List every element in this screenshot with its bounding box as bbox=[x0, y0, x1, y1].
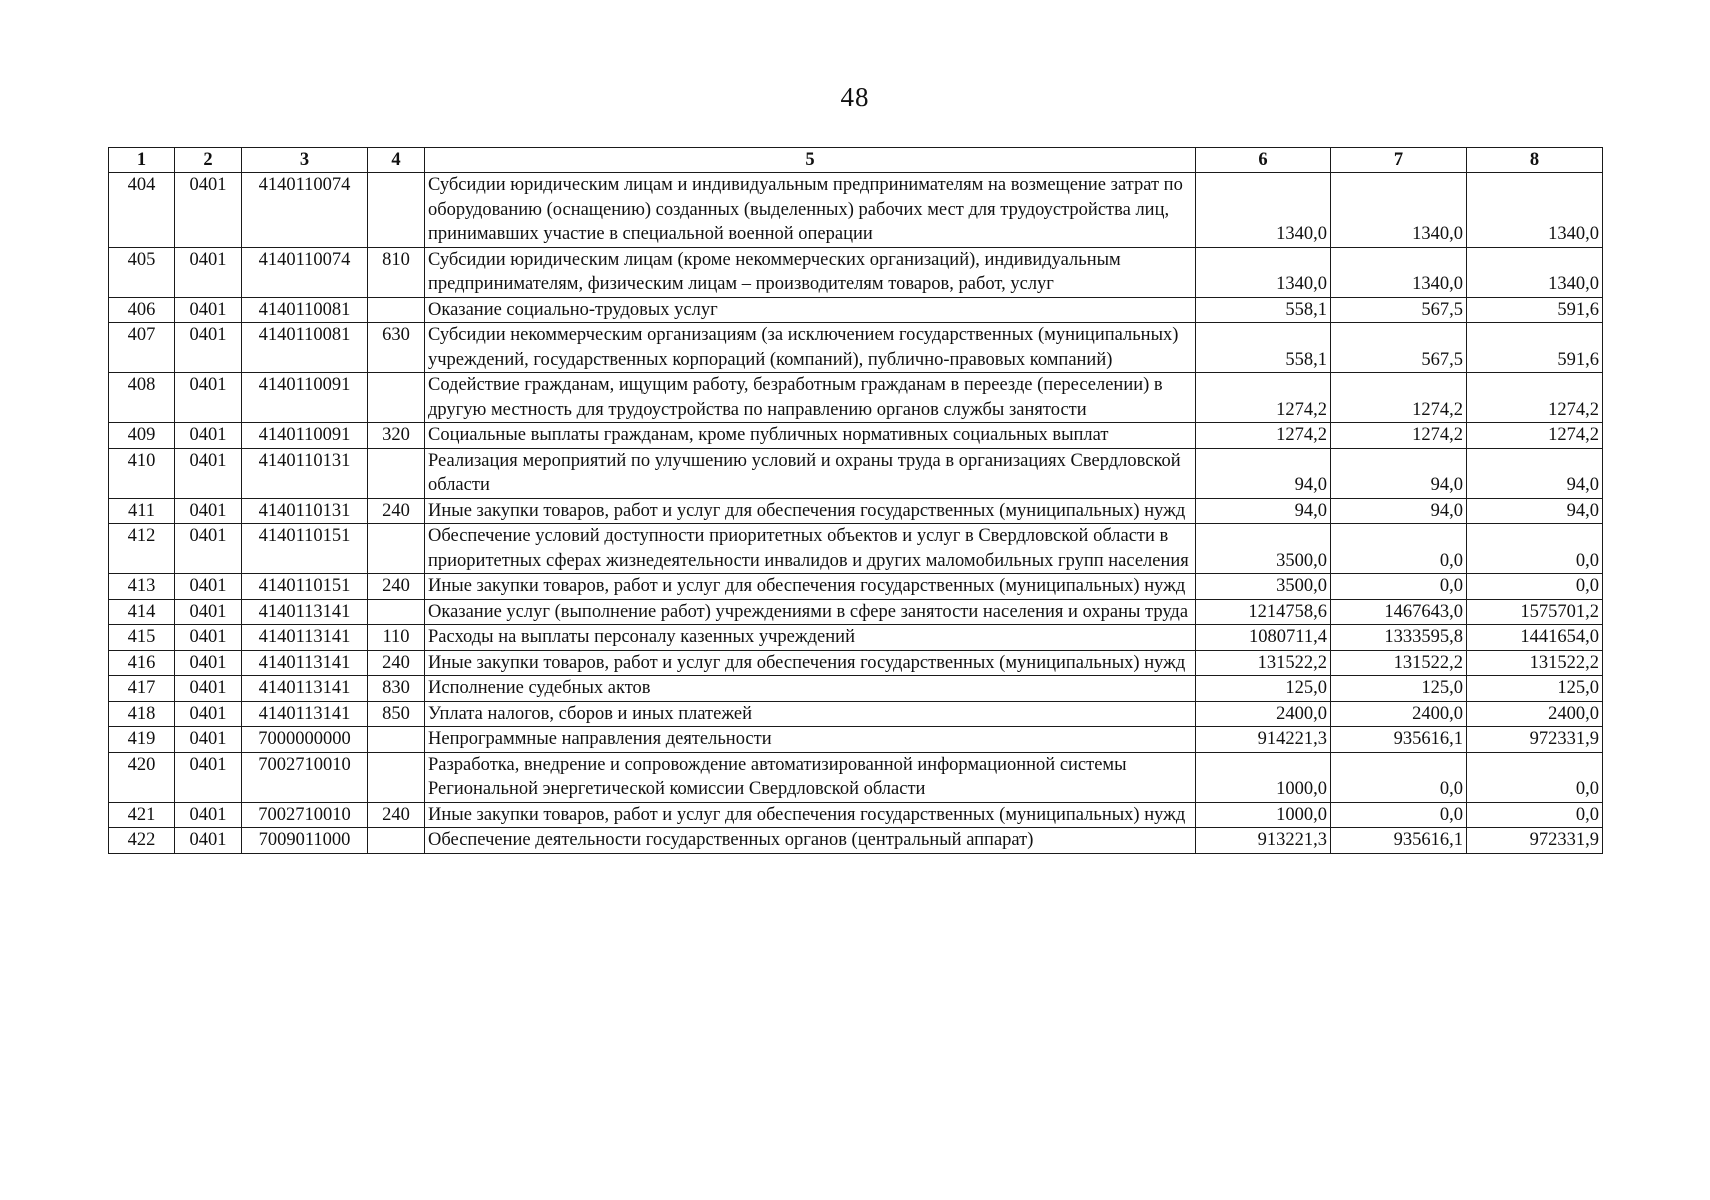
table-row bbox=[109, 297, 1603, 323]
amount-year3-cell: 131522,2 bbox=[1467, 650, 1603, 676]
row-number-cell: 408 bbox=[109, 373, 175, 423]
amount-year3-cell: 94,0 bbox=[1467, 498, 1603, 524]
section-code-cell: 0401 bbox=[175, 802, 242, 828]
expense-type-cell bbox=[368, 297, 425, 323]
expense-type-cell bbox=[368, 448, 425, 498]
column-header: 1 bbox=[109, 148, 175, 173]
section-code-cell: 0401 bbox=[175, 752, 242, 802]
target-article-cell: 4140110131 bbox=[242, 498, 368, 524]
amount-year1-cell: 913221,3 bbox=[1196, 828, 1331, 854]
target-article-cell: 4140110151 bbox=[242, 574, 368, 600]
table-row bbox=[109, 701, 1603, 727]
amount-year1-cell: 914221,3 bbox=[1196, 727, 1331, 753]
table-row bbox=[109, 676, 1603, 702]
table-row bbox=[109, 498, 1603, 524]
amount-year2-cell: 0,0 bbox=[1331, 574, 1467, 600]
section-code-cell: 0401 bbox=[175, 247, 242, 297]
amount-year1-cell: 94,0 bbox=[1196, 498, 1331, 524]
row-number-cell: 416 bbox=[109, 650, 175, 676]
section-code-cell: 0401 bbox=[175, 599, 242, 625]
expense-type-cell: 320 bbox=[368, 423, 425, 449]
amount-year3-cell: 125,0 bbox=[1467, 676, 1603, 702]
column-header: 5 bbox=[425, 148, 1196, 173]
section-code-cell: 0401 bbox=[175, 323, 242, 373]
amount-year1-cell: 131522,2 bbox=[1196, 650, 1331, 676]
amount-year1-cell: 1274,2 bbox=[1196, 373, 1331, 423]
table-row bbox=[109, 448, 1603, 498]
amount-year1-cell: 3500,0 bbox=[1196, 574, 1331, 600]
row-number-cell: 422 bbox=[109, 828, 175, 854]
amount-year3-cell: 972331,9 bbox=[1467, 828, 1603, 854]
table-row bbox=[109, 727, 1603, 753]
table-header-row bbox=[109, 148, 1603, 173]
item-name-cell: Иные закупки товаров, работ и услуг для обеспечения государственных (муниципальных) нужд bbox=[425, 498, 1196, 524]
expense-type-cell bbox=[368, 828, 425, 854]
amount-year3-cell: 972331,9 bbox=[1467, 727, 1603, 753]
amount-year1-cell: 558,1 bbox=[1196, 323, 1331, 373]
amount-year1-cell: 2400,0 bbox=[1196, 701, 1331, 727]
target-article-cell: 4140110081 bbox=[242, 297, 368, 323]
table-row bbox=[109, 574, 1603, 600]
item-name-cell: Обеспечение условий доступности приоритетных объектов и услуг в Свердловской области в приоритетных сферах жизнедеятельности инвалидов и других маломобильных групп населения bbox=[425, 524, 1196, 574]
row-number-cell: 410 bbox=[109, 448, 175, 498]
item-name-cell: Оказание услуг (выполнение работ) учреждениями в сфере занятости населения и охраны труда bbox=[425, 599, 1196, 625]
item-name-cell: Непрограммные направления деятельности bbox=[425, 727, 1196, 753]
target-article-cell: 7002710010 bbox=[242, 752, 368, 802]
row-number-cell: 412 bbox=[109, 524, 175, 574]
row-number-cell: 417 bbox=[109, 676, 175, 702]
page-number: 48 bbox=[840, 82, 870, 112]
amount-year2-cell: 1467643,0 bbox=[1331, 599, 1467, 625]
target-article-cell: 4140110074 bbox=[242, 247, 368, 297]
section-code-cell: 0401 bbox=[175, 498, 242, 524]
table-row bbox=[109, 625, 1603, 651]
expense-type-cell bbox=[368, 524, 425, 574]
section-code-cell: 0401 bbox=[175, 448, 242, 498]
section-code-cell: 0401 bbox=[175, 727, 242, 753]
amount-year3-cell: 1441654,0 bbox=[1467, 625, 1603, 651]
amount-year2-cell: 935616,1 bbox=[1331, 727, 1467, 753]
target-article-cell: 4140113141 bbox=[242, 625, 368, 651]
table-row bbox=[109, 828, 1603, 854]
section-code-cell: 0401 bbox=[175, 297, 242, 323]
item-name-cell: Социальные выплаты гражданам, кроме публичных нормативных социальных выплат bbox=[425, 423, 1196, 449]
column-header: 4 bbox=[368, 148, 425, 173]
amount-year2-cell: 2400,0 bbox=[1331, 701, 1467, 727]
section-code-cell: 0401 bbox=[175, 650, 242, 676]
amount-year3-cell: 591,6 bbox=[1467, 297, 1603, 323]
expense-type-cell: 830 bbox=[368, 676, 425, 702]
amount-year3-cell: 591,6 bbox=[1467, 323, 1603, 373]
column-header: 7 bbox=[1331, 148, 1467, 173]
row-number-cell: 405 bbox=[109, 247, 175, 297]
table-row bbox=[109, 752, 1603, 802]
expense-type-cell bbox=[368, 599, 425, 625]
item-name-cell: Иные закупки товаров, работ и услуг для обеспечения государственных (муниципальных) нужд bbox=[425, 574, 1196, 600]
expense-type-cell bbox=[368, 727, 425, 753]
table-row bbox=[109, 524, 1603, 574]
row-number-cell: 414 bbox=[109, 599, 175, 625]
target-article-cell: 4140113141 bbox=[242, 676, 368, 702]
section-code-cell: 0401 bbox=[175, 701, 242, 727]
table-row bbox=[109, 323, 1603, 373]
item-name-cell: Оказание социально-трудовых услуг bbox=[425, 297, 1196, 323]
amount-year1-cell: 3500,0 bbox=[1196, 524, 1331, 574]
column-header: 2 bbox=[175, 148, 242, 173]
target-article-cell: 4140110091 bbox=[242, 373, 368, 423]
section-code-cell: 0401 bbox=[175, 828, 242, 854]
item-name-cell: Исполнение судебных актов bbox=[425, 676, 1196, 702]
row-number-cell: 409 bbox=[109, 423, 175, 449]
expense-type-cell: 850 bbox=[368, 701, 425, 727]
expense-type-cell: 630 bbox=[368, 323, 425, 373]
amount-year2-cell: 1274,2 bbox=[1331, 423, 1467, 449]
target-article-cell: 7009011000 bbox=[242, 828, 368, 854]
item-name-cell: Реализация мероприятий по улучшению условий и охраны труда в организациях Свердловской области bbox=[425, 448, 1196, 498]
amount-year2-cell: 125,0 bbox=[1331, 676, 1467, 702]
amount-year2-cell: 0,0 bbox=[1331, 752, 1467, 802]
item-name-cell: Расходы на выплаты персоналу казенных учреждений bbox=[425, 625, 1196, 651]
table-row bbox=[109, 599, 1603, 625]
table-row bbox=[109, 650, 1603, 676]
item-name-cell: Разработка, внедрение и сопровождение автоматизированной информационной системы Региональной энергетической комиссии Свердловской области bbox=[425, 752, 1196, 802]
target-article-cell: 4140113141 bbox=[242, 701, 368, 727]
row-number-cell: 418 bbox=[109, 701, 175, 727]
amount-year3-cell: 1575701,2 bbox=[1467, 599, 1603, 625]
amount-year1-cell: 94,0 bbox=[1196, 448, 1331, 498]
amount-year3-cell: 0,0 bbox=[1467, 752, 1603, 802]
amount-year1-cell: 1000,0 bbox=[1196, 802, 1331, 828]
target-article-cell: 4140110081 bbox=[242, 323, 368, 373]
amount-year1-cell: 1274,2 bbox=[1196, 423, 1331, 449]
table-row bbox=[109, 173, 1603, 248]
amount-year1-cell: 1340,0 bbox=[1196, 247, 1331, 297]
amount-year3-cell: 94,0 bbox=[1467, 448, 1603, 498]
item-name-cell: Иные закупки товаров, работ и услуг для обеспечения государственных (муниципальных) нужд bbox=[425, 802, 1196, 828]
amount-year1-cell: 125,0 bbox=[1196, 676, 1331, 702]
expense-type-cell: 240 bbox=[368, 498, 425, 524]
section-code-cell: 0401 bbox=[175, 373, 242, 423]
amount-year2-cell: 567,5 bbox=[1331, 297, 1467, 323]
amount-year3-cell: 1274,2 bbox=[1467, 423, 1603, 449]
amount-year1-cell: 1080711,4 bbox=[1196, 625, 1331, 651]
amount-year3-cell: 0,0 bbox=[1467, 574, 1603, 600]
section-code-cell: 0401 bbox=[175, 625, 242, 651]
expense-type-cell bbox=[368, 752, 425, 802]
target-article-cell: 4140113141 bbox=[242, 599, 368, 625]
amount-year2-cell: 94,0 bbox=[1331, 448, 1467, 498]
amount-year1-cell: 1000,0 bbox=[1196, 752, 1331, 802]
amount-year3-cell: 2400,0 bbox=[1467, 701, 1603, 727]
amount-year1-cell: 558,1 bbox=[1196, 297, 1331, 323]
amount-year2-cell: 0,0 bbox=[1331, 524, 1467, 574]
amount-year2-cell: 0,0 bbox=[1331, 802, 1467, 828]
section-code-cell: 0401 bbox=[175, 524, 242, 574]
column-header: 8 bbox=[1467, 148, 1603, 173]
amount-year2-cell: 1340,0 bbox=[1331, 247, 1467, 297]
row-number-cell: 406 bbox=[109, 297, 175, 323]
column-header: 6 bbox=[1196, 148, 1331, 173]
amount-year2-cell: 131522,2 bbox=[1331, 650, 1467, 676]
amount-year3-cell: 1274,2 bbox=[1467, 373, 1603, 423]
item-name-cell: Содействие гражданам, ищущим работу, безработным гражданам в переезде (переселении) в другую местность для трудоустройства по направлению органов службы занятости bbox=[425, 373, 1196, 423]
row-number-cell: 420 bbox=[109, 752, 175, 802]
amount-year2-cell: 1333595,8 bbox=[1331, 625, 1467, 651]
item-name-cell: Субсидии юридическим лицам и индивидуальным предпринимателям на возмещение затрат по оборудованию (оснащению) созданных (выделенных) рабочих мест для трудоустройства лиц, принимавших участие в специальной военной операции bbox=[425, 173, 1196, 248]
target-article-cell: 4140110131 bbox=[242, 448, 368, 498]
table-row bbox=[109, 373, 1603, 423]
row-number-cell: 415 bbox=[109, 625, 175, 651]
row-number-cell: 413 bbox=[109, 574, 175, 600]
section-code-cell: 0401 bbox=[175, 173, 242, 248]
section-code-cell: 0401 bbox=[175, 574, 242, 600]
expense-type-cell: 240 bbox=[368, 802, 425, 828]
expense-type-cell bbox=[368, 173, 425, 248]
table-body bbox=[109, 173, 1603, 854]
row-number-cell: 421 bbox=[109, 802, 175, 828]
target-article-cell: 4140110091 bbox=[242, 423, 368, 449]
amount-year1-cell: 1214758,6 bbox=[1196, 599, 1331, 625]
section-code-cell: 0401 bbox=[175, 423, 242, 449]
expense-type-cell: 110 bbox=[368, 625, 425, 651]
target-article-cell: 4140110151 bbox=[242, 524, 368, 574]
row-number-cell: 407 bbox=[109, 323, 175, 373]
expense-type-cell: 240 bbox=[368, 574, 425, 600]
amount-year2-cell: 1340,0 bbox=[1331, 173, 1467, 248]
amount-year1-cell: 1340,0 bbox=[1196, 173, 1331, 248]
target-article-cell: 4140110074 bbox=[242, 173, 368, 248]
row-number-cell: 404 bbox=[109, 173, 175, 248]
amount-year2-cell: 1274,2 bbox=[1331, 373, 1467, 423]
row-number-cell: 419 bbox=[109, 727, 175, 753]
expense-type-cell: 240 bbox=[368, 650, 425, 676]
expense-type-cell: 810 bbox=[368, 247, 425, 297]
row-number-cell: 411 bbox=[109, 498, 175, 524]
item-name-cell: Уплата налогов, сборов и иных платежей bbox=[425, 701, 1196, 727]
table-row bbox=[109, 247, 1603, 297]
amount-year3-cell: 0,0 bbox=[1467, 524, 1603, 574]
target-article-cell: 7000000000 bbox=[242, 727, 368, 753]
table-row bbox=[109, 802, 1603, 828]
section-code-cell: 0401 bbox=[175, 676, 242, 702]
budget-table bbox=[108, 147, 1603, 854]
amount-year3-cell: 1340,0 bbox=[1467, 247, 1603, 297]
target-article-cell: 7002710010 bbox=[242, 802, 368, 828]
amount-year2-cell: 94,0 bbox=[1331, 498, 1467, 524]
item-name-cell: Субсидии юридическим лицам (кроме некоммерческих организаций), индивидуальным предпринимателям, физическим лицам – производителям товаров, работ, услуг bbox=[425, 247, 1196, 297]
amount-year2-cell: 935616,1 bbox=[1331, 828, 1467, 854]
item-name-cell: Иные закупки товаров, работ и услуг для обеспечения государственных (муниципальных) нужд bbox=[425, 650, 1196, 676]
amount-year3-cell: 1340,0 bbox=[1467, 173, 1603, 248]
target-article-cell: 4140113141 bbox=[242, 650, 368, 676]
item-name-cell: Субсидии некоммерческим организациям (за исключением государственных (муниципальных) учреждений, государственных корпораций (компаний), публично-правовых компаний) bbox=[425, 323, 1196, 373]
column-header: 3 bbox=[242, 148, 368, 173]
amount-year2-cell: 567,5 bbox=[1331, 323, 1467, 373]
amount-year3-cell: 0,0 bbox=[1467, 802, 1603, 828]
item-name-cell: Обеспечение деятельности государственных органов (центральный аппарат) bbox=[425, 828, 1196, 854]
expense-type-cell bbox=[368, 373, 425, 423]
table-row bbox=[109, 423, 1603, 449]
